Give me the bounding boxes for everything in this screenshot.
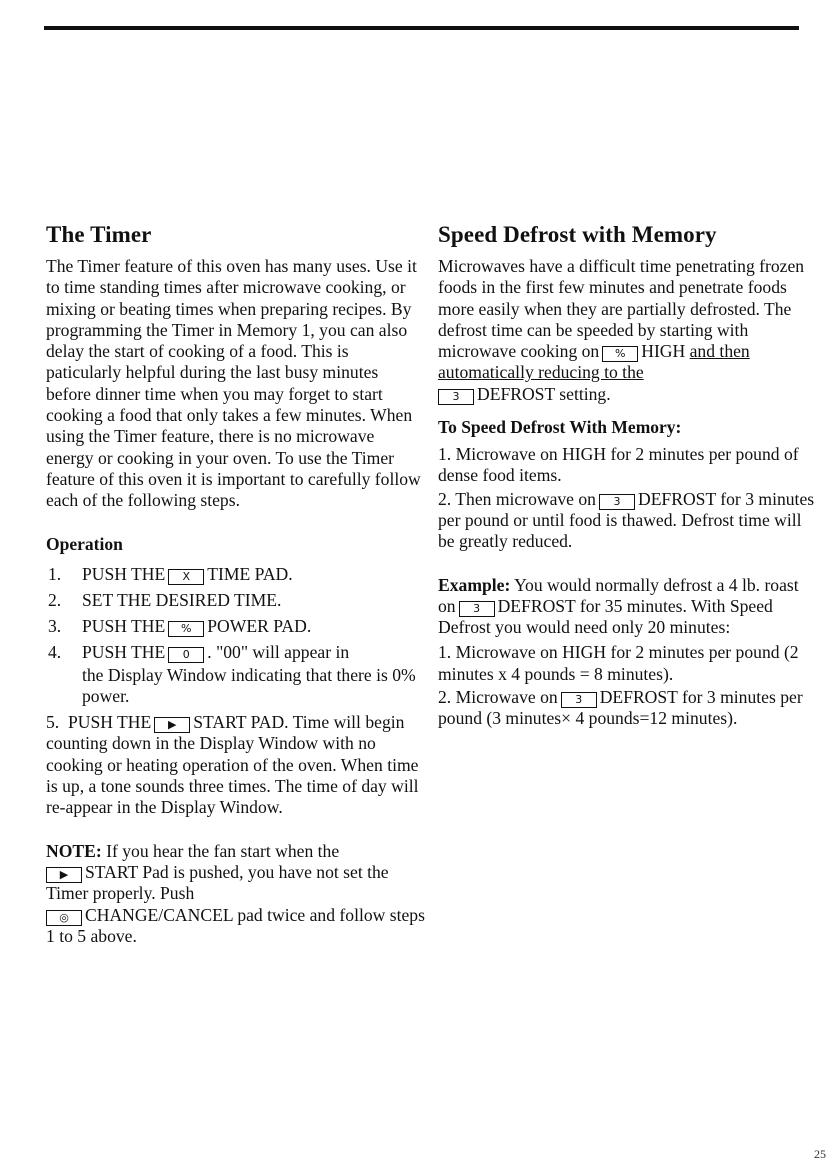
step-4 [46, 639, 426, 665]
example-item-2 [438, 687, 818, 730]
step-number: 2. [48, 589, 62, 610]
step-text: PUSH THE [82, 641, 166, 662]
defrost-key-icon: 3 [438, 389, 474, 405]
timer-key-icon: X [168, 569, 204, 585]
step-number: 5. [46, 712, 60, 733]
step-text: POWER PAD. [207, 615, 312, 636]
item-text: 2. Then microwave on [438, 488, 596, 509]
timer-title: The Timer [46, 222, 152, 247]
high-key-icon: % [602, 346, 638, 362]
note-text: START Pad is pushed, you have not set the Timer properly. Push [46, 861, 389, 904]
speed-defrost-intro [438, 256, 818, 405]
step-5 [46, 712, 426, 818]
intro-text: Microwaves have a difficult time penetrating frozen foods in the first few minutes and penetrate foods more easily when they are partially defrosted. The defrost time can be speeded by starting with microwave cooking on [438, 256, 805, 362]
zero-key-icon: 0 [168, 647, 204, 663]
step-text: PUSH THE [82, 563, 166, 584]
example-text: You would normally defrost a 4 lb. roast on [438, 574, 799, 616]
step-text: PUSH THE [82, 615, 166, 636]
step-4-continued: the Display Window indicating that there is 0% power. [82, 664, 416, 706]
step-text: . "00" will appear in [207, 641, 350, 662]
item-text: DEFROST for 3 minutes per pound or until food is thawed. Defrost time will be greatly reduced. [438, 488, 815, 552]
speed-defrost-section [438, 222, 818, 730]
example-text: DEFROST for 3 minutes per pound (3 minutes× 4 pounds=12 minutes). [438, 687, 803, 729]
start-key-icon: ▶ [46, 867, 82, 883]
defrost-key-icon: 3 [599, 494, 635, 510]
speed-defrost-title: Speed Defrost with Memory [438, 222, 717, 247]
power-key-icon: % [168, 621, 204, 637]
example-label: Example: [438, 574, 511, 595]
note-text: CHANGE/CANCEL pad twice and follow steps 1 to 5 above. [46, 904, 425, 946]
intro-text: HIGH [641, 341, 686, 362]
page-number: 25 [814, 1147, 826, 1161]
defrost-key-icon: 3 [561, 692, 597, 708]
cancel-key-icon: ◎ [46, 910, 82, 926]
timer-section [46, 222, 426, 947]
defrost-key-icon: 3 [459, 601, 495, 617]
operation-heading: Operation [46, 533, 123, 554]
step-text: TIME PAD. [207, 563, 293, 584]
speed-defrost-item-1: 1. Microwave on HIGH for 2 minutes per pound of dense food items. [438, 444, 799, 486]
timer-intro: The Timer feature of this oven has many uses. Use it to time standing times after microwave cooking, or mixing or beating times when preparing recipes. By programming the Timer in Memory 1, you can also delay the start of cooking of a food. This is paticularly helpful during the last busy minutes before dinner time when you may forget to start cooking a food that only takes a few minutes. When using the Timer feature, there is no microwave energy or cooking in your oven. To use the Timer feature of this oven it is important to carefully follow each of the following steps. [46, 256, 421, 511]
step-1 [46, 561, 426, 587]
step-number: 3. [48, 615, 62, 636]
step-number: 4. [48, 641, 62, 662]
example-paragraph [438, 575, 818, 639]
step-text: PUSH THE [68, 712, 152, 733]
intro-text: DEFROST setting. [477, 383, 611, 404]
example-item-1: 1. Microwave on HIGH for 2 minutes per pound (2 minutes x 4 pounds = 8 minutes). [438, 642, 799, 684]
example-text: 2. Microwave on [438, 687, 558, 708]
step-2 [46, 587, 426, 613]
note-label: NOTE: [46, 840, 102, 861]
intro-text: and then automatically reducing to the [438, 341, 750, 383]
note-text: If you hear the fan start when the [106, 840, 340, 861]
speed-defrost-subhead: To Speed Defrost With Memory: [438, 417, 682, 438]
note-paragraph [46, 841, 426, 947]
speed-defrost-item-2 [438, 489, 818, 553]
top-rule [44, 26, 799, 30]
step-text: SET THE DESIRED TIME. [82, 589, 282, 610]
example-text: DEFROST for 35 minutes. With Speed Defrost you would need only 20 minutes: [438, 595, 773, 638]
step-text: START PAD. Time will begin counting down in the Display Window with no cooking or heating operation of the oven. When time is up, a tone sounds three times. The time of day will re-appear in the Display Window. [46, 712, 419, 818]
start-key-icon: ▶ [154, 717, 190, 733]
step-3 [46, 613, 426, 639]
step-number: 1. [48, 563, 62, 584]
